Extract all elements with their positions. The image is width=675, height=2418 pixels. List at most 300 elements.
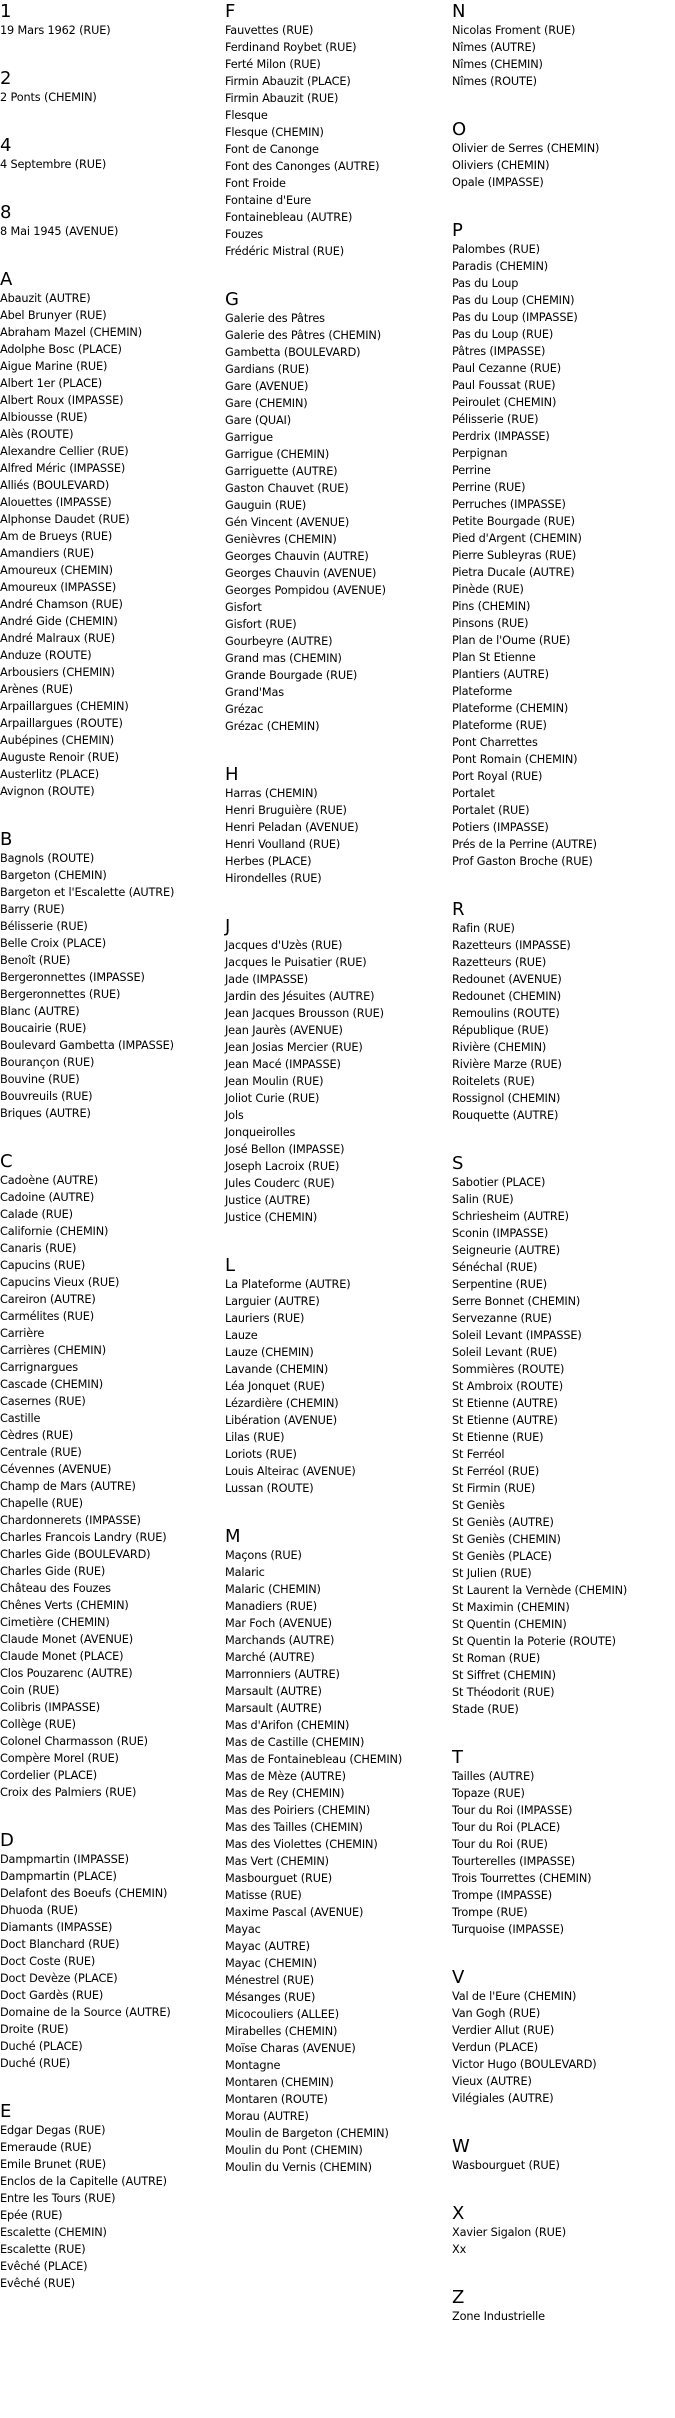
street-item[interactable]: Sconin (IMPASSE) bbox=[452, 1227, 549, 1240]
street-item[interactable]: St Geniès (PLACE) bbox=[452, 1550, 552, 1563]
street-item[interactable]: Abauzit (AUTRE) bbox=[0, 292, 91, 305]
street-item[interactable]: St Laurent la Vernède (CHEMIN) bbox=[452, 1584, 628, 1597]
street-item[interactable]: St Julien (RUE) bbox=[452, 1567, 532, 1580]
street-item[interactable]: Genièvres (CHEMIN) bbox=[225, 533, 337, 546]
street-item[interactable]: Fontainebleau (AUTRE) bbox=[225, 211, 353, 224]
street-item[interactable]: Maxime Pascal (AVENUE) bbox=[225, 1906, 364, 1919]
street-item[interactable]: Alès (ROUTE) bbox=[0, 428, 74, 441]
street-item[interactable]: André Chamson (RUE) bbox=[0, 598, 123, 611]
street-item[interactable]: Ferté Milon (RUE) bbox=[225, 58, 321, 71]
street-item[interactable]: Val de l'Eure (CHEMIN) bbox=[452, 1990, 577, 2003]
street-item[interactable]: Doct Devèze (PLACE) bbox=[0, 1972, 118, 1985]
street-item[interactable]: Bélisserie (RUE) bbox=[0, 920, 88, 933]
street-item[interactable]: Razetteurs (RUE) bbox=[452, 956, 547, 969]
street-item[interactable]: Marché (AUTRE) bbox=[225, 1651, 315, 1664]
street-item[interactable]: Casernes (RUE) bbox=[0, 1395, 86, 1408]
street-item[interactable]: Garrigue (CHEMIN) bbox=[225, 448, 330, 461]
street-item[interactable]: Lavande (CHEMIN) bbox=[225, 1363, 329, 1376]
street-item[interactable]: Lauze (CHEMIN) bbox=[225, 1346, 314, 1359]
street-item[interactable]: Jean Josias Mercier (RUE) bbox=[225, 1041, 363, 1054]
street-item[interactable]: Justice (AUTRE) bbox=[225, 1194, 311, 1207]
street-item[interactable]: Capucins (RUE) bbox=[0, 1259, 86, 1272]
street-item[interactable]: Doct Coste (RUE) bbox=[0, 1955, 96, 1968]
street-item[interactable]: Marsault (AUTRE) bbox=[225, 1702, 322, 1715]
street-item[interactable]: Lauze bbox=[225, 1329, 258, 1342]
street-item[interactable]: Collège (RUE) bbox=[0, 1718, 76, 1731]
street-item[interactable]: Galerie des Pâtres bbox=[225, 312, 325, 325]
street-item[interactable]: Gare (AVENUE) bbox=[225, 380, 309, 393]
street-item[interactable]: Morau (AUTRE) bbox=[225, 2110, 309, 2123]
street-item[interactable]: Gisfort (RUE) bbox=[225, 618, 297, 631]
street-item[interactable]: Cadoine (AUTRE) bbox=[0, 1191, 95, 1204]
street-item[interactable]: Tourterelles (IMPASSE) bbox=[452, 1855, 576, 1868]
street-item[interactable]: Delafont des Boeufs (CHEMIN) bbox=[0, 1887, 168, 1900]
street-item[interactable]: Grand'Mas bbox=[225, 686, 284, 699]
street-item[interactable]: Rivière Marze (RUE) bbox=[452, 1058, 562, 1071]
street-item[interactable]: Briques (AUTRE) bbox=[0, 1107, 91, 1120]
street-item[interactable]: Potiers (IMPASSE) bbox=[452, 821, 549, 834]
street-item[interactable]: Lézardière (CHEMIN) bbox=[225, 1397, 339, 1410]
street-item[interactable]: Arènes (RUE) bbox=[0, 683, 73, 696]
street-item[interactable]: Mas des Violettes (CHEMIN) bbox=[225, 1838, 378, 1851]
street-item[interactable]: Palombes (RUE) bbox=[452, 243, 540, 256]
street-item[interactable]: St Etienne (AUTRE) bbox=[452, 1397, 558, 1410]
street-item[interactable]: Marsault (AUTRE) bbox=[225, 1685, 322, 1698]
street-item[interactable]: Evêché (RUE) bbox=[0, 2277, 75, 2290]
street-item[interactable]: Fontaine d'Eure bbox=[225, 194, 312, 207]
street-item[interactable]: Bagnols (ROUTE) bbox=[0, 852, 95, 865]
street-item[interactable]: Ménestrel (RUE) bbox=[225, 1974, 315, 1987]
street-item[interactable]: Anduze (ROUTE) bbox=[0, 649, 92, 662]
street-item[interactable]: Nîmes (AUTRE) bbox=[452, 41, 536, 54]
street-item[interactable]: Mayac bbox=[225, 1923, 261, 1936]
street-item[interactable]: Blanc (AUTRE) bbox=[0, 1005, 80, 1018]
street-item[interactable]: Belle Croix (PLACE) bbox=[0, 937, 107, 950]
street-item[interactable]: Tour du Roi (RUE) bbox=[452, 1838, 548, 1851]
street-item[interactable]: Lussan (ROUTE) bbox=[225, 1482, 314, 1495]
street-item[interactable]: Coin (RUE) bbox=[0, 1684, 60, 1697]
street-item[interactable]: Fauvettes (RUE) bbox=[225, 24, 314, 37]
street-item[interactable]: Montaren (CHEMIN) bbox=[225, 2076, 334, 2089]
street-item[interactable]: Font des Canonges (AUTRE) bbox=[225, 160, 380, 173]
street-item[interactable]: Adolphe Bosc (PLACE) bbox=[0, 343, 122, 356]
street-item[interactable]: Jean Macé (IMPASSE) bbox=[225, 1058, 341, 1071]
street-item[interactable]: Van Gogh (RUE) bbox=[452, 2007, 541, 2020]
street-item[interactable]: Firmin Abauzit (RUE) bbox=[225, 92, 339, 105]
street-item[interactable]: St Firmin (RUE) bbox=[452, 1482, 536, 1495]
street-item[interactable]: Vieux (AUTRE) bbox=[452, 2075, 532, 2088]
street-item[interactable]: Jade (IMPASSE) bbox=[225, 973, 309, 986]
street-item[interactable]: Fouzes bbox=[225, 228, 264, 241]
street-item[interactable]: Hirondelles (RUE) bbox=[225, 872, 322, 885]
street-item[interactable]: Calade (RUE) bbox=[0, 1208, 73, 1221]
street-item[interactable]: Mas de Rey (CHEMIN) bbox=[225, 1787, 345, 1800]
street-item[interactable]: Zone Industrielle bbox=[452, 2310, 545, 2323]
street-item[interactable]: Justice (CHEMIN) bbox=[225, 1211, 318, 1224]
street-item[interactable]: Domaine de la Source (AUTRE) bbox=[0, 2006, 171, 2019]
street-item[interactable]: Salin (RUE) bbox=[452, 1193, 514, 1206]
street-item[interactable]: Victor Hugo (BOULEVARD) bbox=[452, 2058, 597, 2071]
street-item[interactable]: Pietra Ducale (AUTRE) bbox=[452, 566, 575, 579]
street-item[interactable]: Galerie des Pâtres (CHEMIN) bbox=[225, 329, 381, 342]
street-item[interactable]: Pins (CHEMIN) bbox=[452, 600, 531, 613]
street-item[interactable]: Perpignan bbox=[452, 447, 508, 460]
street-item[interactable]: Carrignargues bbox=[0, 1361, 78, 1374]
street-item[interactable]: Lauriers (RUE) bbox=[225, 1312, 305, 1325]
street-item[interactable]: Peiroulet (CHEMIN) bbox=[452, 396, 557, 409]
street-item[interactable]: Trompe (IMPASSE) bbox=[452, 1889, 553, 1902]
street-item[interactable]: Boucairie (RUE) bbox=[0, 1022, 87, 1035]
street-item[interactable]: Malaric bbox=[225, 1566, 265, 1579]
street-item[interactable]: Turquoise (IMPASSE) bbox=[452, 1923, 564, 1936]
street-item[interactable]: Chardonnerets (IMPASSE) bbox=[0, 1514, 141, 1527]
street-item[interactable]: Larguier (AUTRE) bbox=[225, 1295, 320, 1308]
street-item[interactable]: Harras (CHEMIN) bbox=[225, 787, 318, 800]
street-item[interactable]: République (RUE) bbox=[452, 1024, 549, 1037]
street-item[interactable]: St Siffret (CHEMIN) bbox=[452, 1669, 556, 1682]
street-item[interactable]: Pont Romain (CHEMIN) bbox=[452, 753, 578, 766]
street-item[interactable]: Cordelier (PLACE) bbox=[0, 1769, 98, 1782]
street-item[interactable]: Pied d'Argent (CHEMIN) bbox=[452, 532, 582, 545]
street-item[interactable]: Gourbeyre (AUTRE) bbox=[225, 635, 333, 648]
street-item[interactable]: Marchands (AUTRE) bbox=[225, 1634, 335, 1647]
street-item[interactable]: Arpaillargues (CHEMIN) bbox=[0, 700, 129, 713]
street-item[interactable]: Jules Couderc (RUE) bbox=[225, 1177, 335, 1190]
street-item[interactable]: Henri Bruguière (RUE) bbox=[225, 804, 347, 817]
street-item[interactable]: Marronniers (AUTRE) bbox=[225, 1668, 340, 1681]
street-item[interactable]: Mas des Tailles (CHEMIN) bbox=[225, 1821, 363, 1834]
street-item[interactable]: St Etienne (AUTRE) bbox=[452, 1414, 558, 1427]
street-item[interactable]: Alliés (BOULEVARD) bbox=[0, 479, 110, 492]
street-item[interactable]: Grand mas (CHEMIN) bbox=[225, 652, 342, 665]
street-item[interactable]: Loriots (RUE) bbox=[225, 1448, 297, 1461]
street-item[interactable]: Portalet bbox=[452, 787, 495, 800]
street-item[interactable]: Mas de Fontainebleau (CHEMIN) bbox=[225, 1753, 403, 1766]
street-item[interactable]: Mayac (AUTRE) bbox=[225, 1940, 310, 1953]
street-item[interactable]: La Plateforme (AUTRE) bbox=[225, 1278, 351, 1291]
street-item[interactable]: Cèdres (RUE) bbox=[0, 1429, 74, 1442]
street-item[interactable]: Nîmes (CHEMIN) bbox=[452, 58, 543, 71]
street-item[interactable]: Micocouliers (ALLEE) bbox=[225, 2008, 340, 2021]
street-item[interactable]: Font de Canonge bbox=[225, 143, 319, 156]
street-item[interactable]: Mirabelles (CHEMIN) bbox=[225, 2025, 338, 2038]
street-item[interactable]: Centrale (RUE) bbox=[0, 1446, 82, 1459]
street-item[interactable]: Emeraude (RUE) bbox=[0, 2141, 92, 2154]
street-item[interactable]: Nicolas Froment (RUE) bbox=[452, 24, 576, 37]
street-item[interactable]: Champ de Mars (AUTRE) bbox=[0, 1480, 136, 1493]
street-item[interactable]: Barry (RUE) bbox=[0, 903, 65, 916]
street-item[interactable]: André Malraux (RUE) bbox=[0, 632, 116, 645]
street-item[interactable]: Charles Francois Landry (RUE) bbox=[0, 1531, 167, 1544]
street-item[interactable]: Abraham Mazel (CHEMIN) bbox=[0, 326, 142, 339]
street-item[interactable]: Opale (IMPASSE) bbox=[452, 176, 544, 189]
street-item[interactable]: Cascade (CHEMIN) bbox=[0, 1378, 104, 1391]
street-item[interactable]: St Etienne (RUE) bbox=[452, 1431, 544, 1444]
street-item[interactable]: Amoureux (IMPASSE) bbox=[0, 581, 117, 594]
street-item[interactable]: Paradis (CHEMIN) bbox=[452, 260, 549, 273]
street-item[interactable]: Edgar Degas (RUE) bbox=[0, 2124, 106, 2137]
street-item[interactable]: Malaric (CHEMIN) bbox=[225, 1583, 321, 1596]
street-item[interactable]: Mas de Mèze (AUTRE) bbox=[225, 1770, 346, 1783]
street-item[interactable]: Remoulins (ROUTE) bbox=[452, 1007, 560, 1020]
street-item[interactable]: Lilas (RUE) bbox=[225, 1431, 285, 1444]
street-item[interactable]: Carrières (CHEMIN) bbox=[0, 1344, 106, 1357]
street-item[interactable]: Redounet (AVENUE) bbox=[452, 973, 562, 986]
street-item[interactable]: Château des Fouzes bbox=[0, 1582, 111, 1595]
street-item[interactable]: Wasbourguet (RUE) bbox=[452, 2159, 560, 2172]
street-item[interactable]: Font Froide bbox=[225, 177, 286, 190]
street-item[interactable]: Croix des Palmiers (RUE) bbox=[0, 1786, 137, 1799]
street-item[interactable]: Alouettes (IMPASSE) bbox=[0, 496, 112, 509]
street-item[interactable]: Castille bbox=[0, 1412, 41, 1425]
street-item[interactable]: Cimetière (CHEMIN) bbox=[0, 1616, 110, 1629]
street-item[interactable]: Servezanne (RUE) bbox=[452, 1312, 552, 1325]
street-item[interactable]: Nîmes (ROUTE) bbox=[452, 75, 537, 88]
street-item[interactable]: Verdun (PLACE) bbox=[452, 2041, 538, 2054]
street-item[interactable]: Georges Pompidou (AVENUE) bbox=[225, 584, 386, 597]
street-item[interactable]: Plan de l'Oume (RUE) bbox=[452, 634, 571, 647]
street-item[interactable]: Entre les Tours (RUE) bbox=[0, 2192, 116, 2205]
street-item[interactable]: Am de Brueys (RUE) bbox=[0, 530, 113, 543]
street-item[interactable]: Pas du Loup bbox=[452, 277, 519, 290]
street-item[interactable]: Gardians (RUE) bbox=[225, 363, 309, 376]
street-item[interactable]: Rafin (RUE) bbox=[452, 922, 515, 935]
street-item[interactable]: Doct Blanchard (RUE) bbox=[0, 1938, 120, 1951]
street-item[interactable]: André Gide (CHEMIN) bbox=[0, 615, 118, 628]
street-item[interactable]: Henri Peladan (AVENUE) bbox=[225, 821, 359, 834]
street-item[interactable]: Schriesheim (AUTRE) bbox=[452, 1210, 569, 1223]
street-item[interactable]: Careiron (AUTRE) bbox=[0, 1293, 96, 1306]
street-item[interactable]: Alfred Méric (IMPASSE) bbox=[0, 462, 126, 475]
street-item[interactable]: Oliviers (CHEMIN) bbox=[452, 159, 550, 172]
street-item[interactable]: Léa Jonquet (RUE) bbox=[225, 1380, 325, 1393]
street-item[interactable]: Portalet (RUE) bbox=[452, 804, 530, 817]
street-item[interactable]: Pinsons (RUE) bbox=[452, 617, 529, 630]
street-item[interactable]: St Geniès bbox=[452, 1499, 505, 1512]
street-item[interactable]: Grézac bbox=[225, 703, 264, 716]
street-item[interactable]: Razetteurs (IMPASSE) bbox=[452, 939, 571, 952]
street-item[interactable]: Mas Vert (CHEMIN) bbox=[225, 1855, 329, 1868]
street-item[interactable]: Bouvreuils (RUE) bbox=[0, 1090, 93, 1103]
street-item[interactable]: St Geniès (AUTRE) bbox=[452, 1516, 554, 1529]
street-item[interactable]: St Théodorit (RUE) bbox=[452, 1686, 555, 1699]
street-item[interactable]: Pinède (RUE) bbox=[452, 583, 524, 596]
street-item[interactable]: Maçons (RUE) bbox=[225, 1549, 302, 1562]
street-item[interactable]: Chênes Verts (CHEMIN) bbox=[0, 1599, 129, 1612]
street-item[interactable]: Arbousiers (CHEMIN) bbox=[0, 666, 115, 679]
street-item[interactable]: Plateforme bbox=[452, 685, 513, 698]
street-item[interactable]: Albert 1er (PLACE) bbox=[0, 377, 103, 390]
street-item[interactable]: Alexandre Cellier (RUE) bbox=[0, 445, 129, 458]
street-item[interactable]: Masbourguet (RUE) bbox=[225, 1872, 333, 1885]
street-item[interactable]: Mar Foch (AVENUE) bbox=[225, 1617, 332, 1630]
street-item[interactable]: Californie (CHEMIN) bbox=[0, 1225, 109, 1238]
street-item[interactable]: Alphonse Daudet (RUE) bbox=[0, 513, 130, 526]
street-item[interactable]: Mésanges (RUE) bbox=[225, 1991, 316, 2004]
street-item[interactable]: Jacques d'Uzès (RUE) bbox=[225, 939, 343, 952]
street-item[interactable]: Auguste Renoir (RUE) bbox=[0, 751, 119, 764]
street-item[interactable]: St Ambroix (ROUTE) bbox=[452, 1380, 563, 1393]
street-item[interactable]: Georges Chauvin (AUTRE) bbox=[225, 550, 369, 563]
street-item[interactable]: Prof Gaston Broche (RUE) bbox=[452, 855, 593, 868]
street-item[interactable]: Plateforme (CHEMIN) bbox=[452, 702, 569, 715]
street-item[interactable]: Port Royal (RUE) bbox=[452, 770, 543, 783]
street-item[interactable]: Moulin du Pont (CHEMIN) bbox=[225, 2144, 363, 2157]
street-item[interactable]: Montagne bbox=[225, 2059, 281, 2072]
street-item[interactable]: Gisfort bbox=[225, 601, 262, 614]
street-item[interactable]: Stade (RUE) bbox=[452, 1703, 519, 1716]
street-item[interactable]: Charles Gide (BOULEVARD) bbox=[0, 1548, 151, 1561]
street-item[interactable]: Petite Bourgade (RUE) bbox=[452, 515, 575, 528]
street-item[interactable]: Jean Jaurès (AVENUE) bbox=[225, 1024, 343, 1037]
street-item[interactable]: Manadiers (RUE) bbox=[225, 1600, 317, 1613]
street-item[interactable]: José Bellon (IMPASSE) bbox=[225, 1143, 345, 1156]
street-item[interactable]: St Geniès (CHEMIN) bbox=[452, 1533, 561, 1546]
street-item[interactable]: Escalette (CHEMIN) bbox=[0, 2226, 107, 2239]
street-item[interactable]: Arpaillargues (ROUTE) bbox=[0, 717, 123, 730]
street-item[interactable]: Colonel Charmasson (RUE) bbox=[0, 1735, 148, 1748]
street-item[interactable]: St Roman (RUE) bbox=[452, 1652, 541, 1665]
street-item[interactable]: Gén Vincent (AVENUE) bbox=[225, 516, 350, 529]
street-item[interactable]: Garrigue bbox=[225, 431, 273, 444]
street-item[interactable]: Perdrix (IMPASSE) bbox=[452, 430, 550, 443]
street-item[interactable]: Louis Alteirac (AVENUE) bbox=[225, 1465, 356, 1478]
street-item[interactable]: Plantiers (AUTRE) bbox=[452, 668, 549, 681]
street-item[interactable]: Bargeton (CHEMIN) bbox=[0, 869, 107, 882]
street-item[interactable]: Paul Foussat (RUE) bbox=[452, 379, 556, 392]
street-item[interactable]: Trois Tourrettes (CHEMIN) bbox=[452, 1872, 592, 1885]
street-item[interactable]: Flesque bbox=[225, 109, 268, 122]
street-item[interactable]: Mas de Castille (CHEMIN) bbox=[225, 1736, 365, 1749]
street-item[interactable]: Moulin de Bargeton (CHEMIN) bbox=[225, 2127, 389, 2140]
street-item[interactable]: Jols bbox=[225, 1109, 244, 1122]
street-item[interactable]: Pas du Loup (RUE) bbox=[452, 328, 554, 341]
street-item[interactable]: Xavier Sigalon (RUE) bbox=[452, 2226, 566, 2239]
street-item[interactable]: Gare (QUAI) bbox=[225, 414, 291, 427]
street-item[interactable]: Aigue Marine (RUE) bbox=[0, 360, 108, 373]
street-item[interactable]: Emile Brunet (RUE) bbox=[0, 2158, 107, 2171]
street-item[interactable]: Bargeton et l'Escalette (AUTRE) bbox=[0, 886, 175, 899]
street-item[interactable]: Serre Bonnet (CHEMIN) bbox=[452, 1295, 581, 1308]
street-item[interactable]: Paul Cezanne (RUE) bbox=[452, 362, 562, 375]
street-item[interactable]: Sabotier (PLACE) bbox=[452, 1176, 546, 1189]
street-item[interactable]: Enclos de la Capitelle (AUTRE) bbox=[0, 2175, 167, 2188]
street-item[interactable]: Albert Roux (IMPASSE) bbox=[0, 394, 124, 407]
street-item[interactable]: Bouvine (RUE) bbox=[0, 1073, 80, 1086]
street-item[interactable]: Tour du Roi (PLACE) bbox=[452, 1821, 561, 1834]
street-item[interactable]: Redounet (CHEMIN) bbox=[452, 990, 561, 1003]
street-item[interactable]: Ferdinand Roybet (RUE) bbox=[225, 41, 357, 54]
street-item[interactable]: Plateforme (RUE) bbox=[452, 719, 547, 732]
street-item[interactable]: Matisse (RUE) bbox=[225, 1889, 302, 1902]
street-item[interactable]: Gauguin (RUE) bbox=[225, 499, 307, 512]
street-item[interactable]: Plan St Etienne bbox=[452, 651, 536, 664]
street-item[interactable]: Prés de la Perrine (AUTRE) bbox=[452, 838, 597, 851]
street-item[interactable]: St Quentin (CHEMIN) bbox=[452, 1618, 567, 1631]
street-item[interactable]: Trompe (RUE) bbox=[452, 1906, 528, 1919]
street-item[interactable]: Mayac (CHEMIN) bbox=[225, 1957, 317, 1970]
street-item[interactable]: Perruches (IMPASSE) bbox=[452, 498, 566, 511]
street-item[interactable]: Perrine bbox=[452, 464, 491, 477]
street-item[interactable]: Austerlitz (PLACE) bbox=[0, 768, 100, 781]
street-item[interactable]: Claude Monet (PLACE) bbox=[0, 1650, 124, 1663]
street-item[interactable]: Claude Monet (AVENUE) bbox=[0, 1633, 134, 1646]
street-item[interactable]: St Ferréol (RUE) bbox=[452, 1465, 540, 1478]
street-item[interactable]: Rouquette (AUTRE) bbox=[452, 1109, 559, 1122]
street-item[interactable]: St Maximin (CHEMIN) bbox=[452, 1601, 570, 1614]
street-item[interactable]: Mas des Poiriers (CHEMIN) bbox=[225, 1804, 371, 1817]
street-item[interactable]: Frédéric Mistral (RUE) bbox=[225, 245, 344, 258]
street-item[interactable]: Jacques le Puisatier (RUE) bbox=[225, 956, 367, 969]
street-item[interactable]: Moïse Charas (AVENUE) bbox=[225, 2042, 356, 2055]
street-item[interactable]: Libération (AVENUE) bbox=[225, 1414, 338, 1427]
street-item[interactable]: Pierre Subleyras (RUE) bbox=[452, 549, 577, 562]
street-item[interactable]: Diamants (IMPASSE) bbox=[0, 1921, 113, 1934]
street-item[interactable]: Serpentine (RUE) bbox=[452, 1278, 547, 1291]
street-item[interactable]: St Ferréol bbox=[452, 1448, 505, 1461]
street-item[interactable]: Dhuoda (RUE) bbox=[0, 1904, 78, 1917]
street-item[interactable]: Perrine (RUE) bbox=[452, 481, 526, 494]
street-item[interactable]: 19 Mars 1962 (RUE) bbox=[0, 24, 111, 37]
street-item[interactable]: Jean Jacques Brousson (RUE) bbox=[225, 1007, 384, 1020]
street-item[interactable]: Sénéchal (RUE) bbox=[452, 1261, 538, 1274]
street-item[interactable]: Rossignol (CHEMIN) bbox=[452, 1092, 561, 1105]
street-item[interactable]: Epée (RUE) bbox=[0, 2209, 63, 2222]
street-item[interactable]: Capucins Vieux (RUE) bbox=[0, 1276, 120, 1289]
street-item[interactable]: Soleil Levant (IMPASSE) bbox=[452, 1329, 582, 1342]
street-item[interactable]: Compère Morel (RUE) bbox=[0, 1752, 119, 1765]
street-item[interactable]: Cadoène (AUTRE) bbox=[0, 1174, 98, 1187]
street-item[interactable]: Benoît (RUE) bbox=[0, 954, 71, 967]
street-item[interactable]: Pas du Loup (IMPASSE) bbox=[452, 311, 578, 324]
street-item[interactable]: St Quentin la Poterie (ROUTE) bbox=[452, 1635, 616, 1648]
street-item[interactable]: Canaris (RUE) bbox=[0, 1242, 77, 1255]
street-item[interactable]: Verdier Allut (RUE) bbox=[452, 2024, 555, 2037]
street-item[interactable]: Albiousse (RUE) bbox=[0, 411, 88, 424]
street-item[interactable]: Flesque (CHEMIN) bbox=[225, 126, 324, 139]
street-item[interactable]: Colibris (IMPASSE) bbox=[0, 1701, 100, 1714]
street-item[interactable]: Jean Moulin (RUE) bbox=[225, 1075, 324, 1088]
street-item[interactable]: Georges Chauvin (AVENUE) bbox=[225, 567, 377, 580]
street-item[interactable]: Duché (PLACE) bbox=[0, 2040, 83, 2053]
street-item[interactable]: Escalette (RUE) bbox=[0, 2243, 86, 2256]
street-item[interactable]: Tailles (AUTRE) bbox=[452, 1770, 535, 1783]
street-item[interactable]: Jonqueirolles bbox=[225, 1126, 296, 1139]
street-item[interactable]: Boulevard Gambetta (IMPASSE) bbox=[0, 1039, 174, 1052]
street-item[interactable]: Xx bbox=[452, 2243, 467, 2256]
street-item[interactable]: 2 Ponts (CHEMIN) bbox=[0, 91, 97, 104]
street-item[interactable]: Dampmartin (IMPASSE) bbox=[0, 1853, 129, 1866]
street-item[interactable]: Gare (CHEMIN) bbox=[225, 397, 308, 410]
street-item[interactable]: Mas d'Arifon (CHEMIN) bbox=[225, 1719, 350, 1732]
street-item[interactable]: Cévennes (AVENUE) bbox=[0, 1463, 112, 1476]
street-item[interactable]: Garriguette (AUTRE) bbox=[225, 465, 338, 478]
street-item[interactable]: Pâtres (IMPASSE) bbox=[452, 345, 546, 358]
street-item[interactable]: Sommières (ROUTE) bbox=[452, 1363, 565, 1376]
street-item[interactable]: Vilégiales (AUTRE) bbox=[452, 2092, 554, 2105]
street-item[interactable]: Gambetta (BOULEVARD) bbox=[225, 346, 361, 359]
street-item[interactable]: Droite (RUE) bbox=[0, 2023, 69, 2036]
street-item[interactable]: 8 Mai 1945 (AVENUE) bbox=[0, 225, 119, 238]
street-item[interactable]: Charles Gide (RUE) bbox=[0, 1565, 106, 1578]
street-item[interactable]: Pont Charrettes bbox=[452, 736, 538, 749]
street-item[interactable]: Bergeronnettes (IMPASSE) bbox=[0, 971, 145, 984]
street-item[interactable]: Jardin des Jésuites (AUTRE) bbox=[225, 990, 375, 1003]
street-item[interactable]: Montaren (ROUTE) bbox=[225, 2093, 328, 2106]
street-item[interactable]: Herbes (PLACE) bbox=[225, 855, 312, 868]
street-item[interactable]: Pas du Loup (CHEMIN) bbox=[452, 294, 575, 307]
street-item[interactable]: Aubépines (CHEMIN) bbox=[0, 734, 115, 747]
